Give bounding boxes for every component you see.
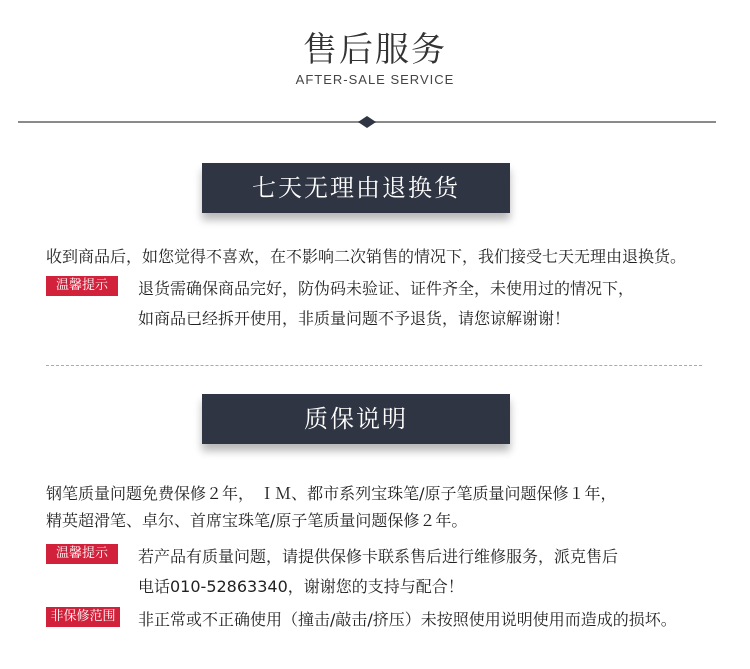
return-policy-banner: 七天无理由退换货 — [202, 163, 510, 213]
warranty-line1: 钢笔质量问题免费保修２年， ＩＭ、都市系列宝珠笔/原子笔质量问题保修１年， — [46, 484, 617, 503]
section-divider — [46, 365, 702, 366]
tip-tag: 温馨提示 — [46, 276, 118, 296]
return-tip-line1: 退货需确保商品完好，防伪码未验证、证件齐全，未使用过的情况下， — [138, 279, 635, 298]
exclusion-tag: 非保修范围 — [46, 607, 120, 627]
diamond-icon — [358, 116, 376, 128]
exclusion-text: 非正常或不正确使用（撞击/敲击/挤压）未按照使用说明使用而造成的损坏。 — [138, 610, 677, 629]
warranty-tip-line1: 若产品有质量问题，请提供保修卡联系售后进行维修服务，派克售后 — [138, 547, 619, 566]
warranty-line2: 精英超滑笔、卓尔、首席宝珠笔/原子笔质量问题保修２年。 — [46, 511, 468, 530]
return-intro: 收到商品后，如您觉得不喜欢，在不影响二次销售的情况下，我们接受七天无理由退换货。 — [46, 247, 687, 266]
warranty-banner: 质保说明 — [202, 394, 510, 444]
tip-tag: 温馨提示 — [46, 544, 118, 564]
return-tip-line2: 如商品已经拆开使用，非质量问题不予退货，请您谅解谢谢！ — [138, 309, 571, 328]
page-title: 售后服务 — [303, 30, 447, 70]
warranty-tip-line2: 电话010-52863340，谢谢您的支持与配合！ — [138, 577, 464, 596]
page-subtitle: AFTER-SALE SERVICE — [295, 72, 455, 87]
